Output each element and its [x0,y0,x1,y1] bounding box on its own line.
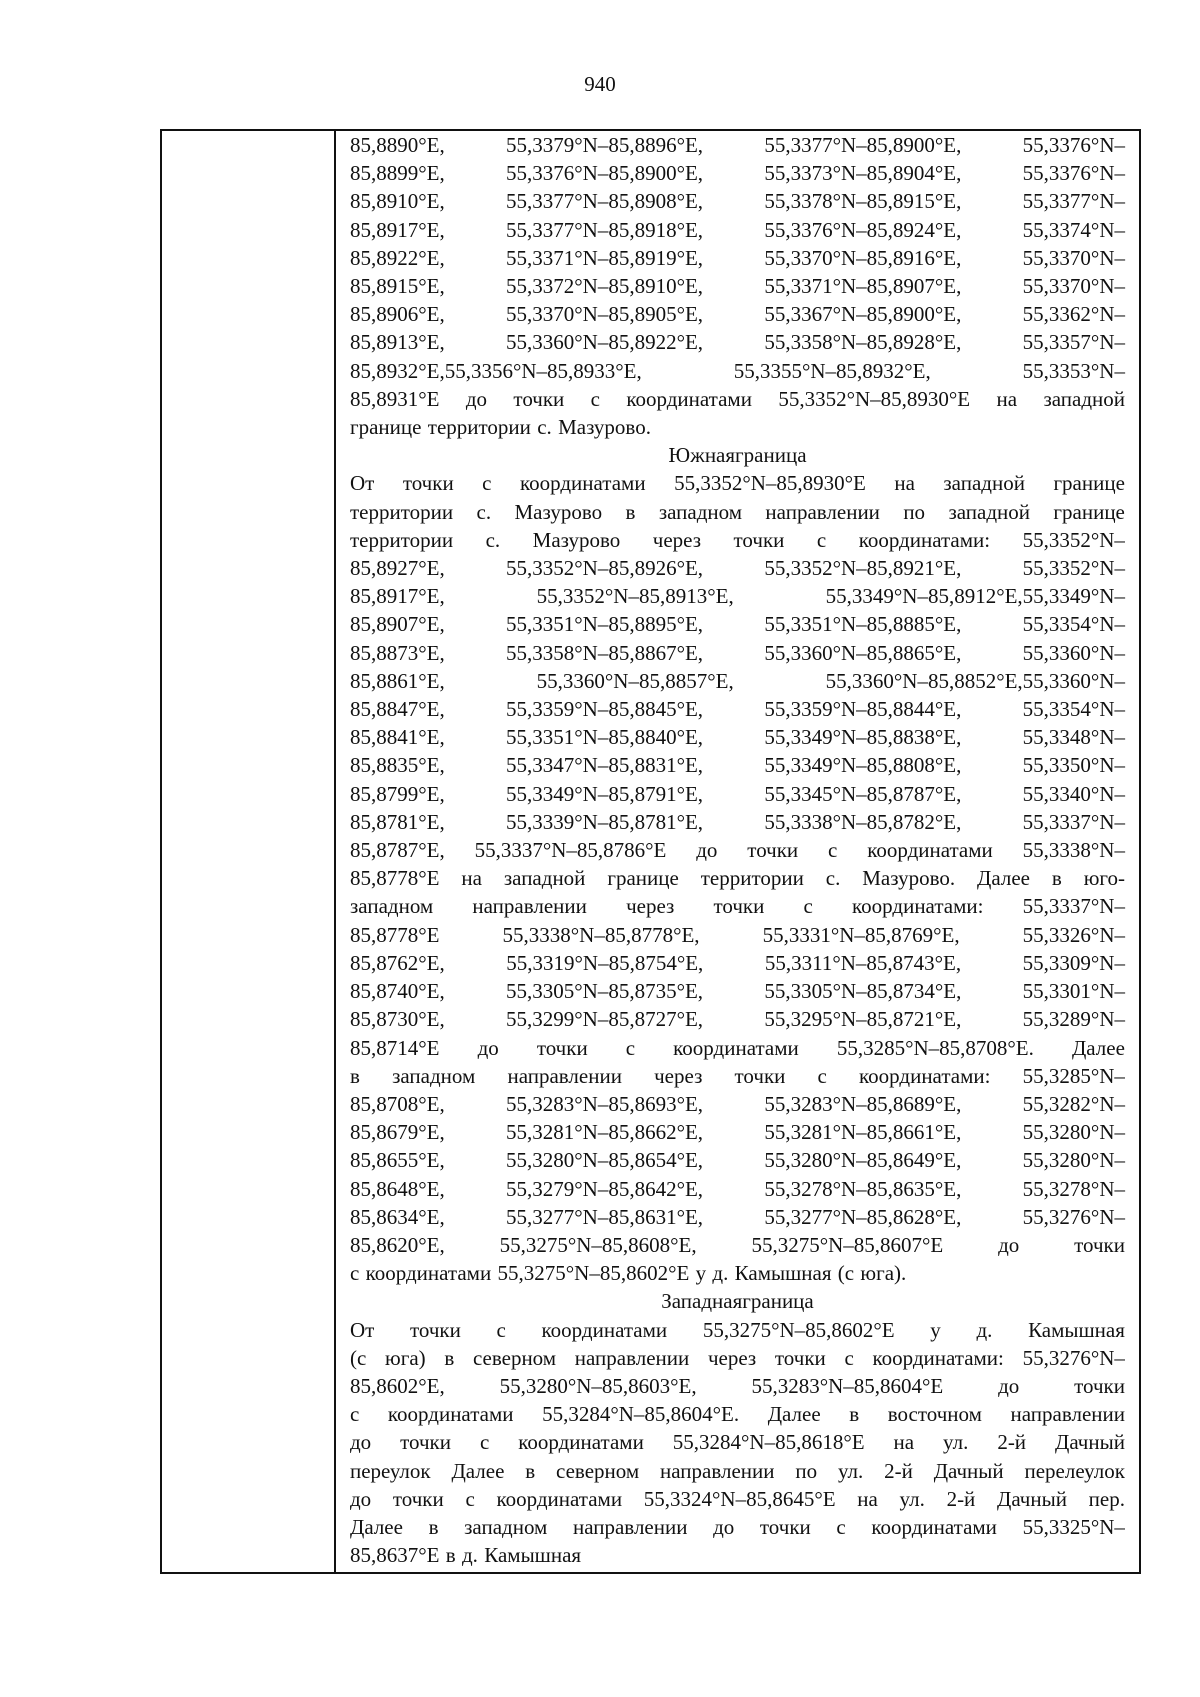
text-line: 85,8634°E, 55,3277°N–85,8631°E, 55,3277°N–85,8628°E, 55,3276°N– [350,1204,1125,1229]
text-line: 85,8679°E, 55,3281°N–85,8662°E, 55,3281°N–85,8661°E, 55,3280°N– [350,1120,1125,1145]
text-line: 85,8648°E, 55,3279°N–85,8642°E, 55,3278°N–85,8635°E, 55,3278°N– [350,1176,1125,1201]
text-line: 85,8708°E, 55,3283°N–85,8693°E, 55,3283°N–85,8689°E, 55,3282°N– [350,1091,1125,1116]
section-heading: Западная граница [661,1289,814,1314]
page-number: 940 [584,72,616,96]
text-line: 85,8799°E, 55,3349°N–85,8791°E, 55,3345°N–85,8787°E, 55,3340°N– [350,781,1125,806]
text-line: 85,8890°E, 55,3379°N–85,8896°E, 55,3377°N–85,8900°E, 55,3376°N– [350,133,1125,157]
text-line: 85,8730°E, 55,3299°N–85,8727°E, 55,3295°N–85,8721°E, 55,3289°N– [350,1007,1125,1032]
text-line: 85,8915°E, 55,3372°N–85,8910°E, 55,3371°N–85,8907°E, 55,3370°N– [350,274,1125,299]
text-line: с координатами 55,3284°N–85,8604°E. Далее в восточном направлении [350,1402,1125,1427]
text-line: в западном направлении через точки с координатами: 55,3285°N– [350,1063,1125,1088]
text-line: территории с. Мазурово в западном направлении по западной границе [350,499,1125,524]
text-line: 85,8899°E, 55,3376°N–85,8900°E, 55,3373°N–85,8904°E, 55,3376°N– [350,161,1125,186]
text-line: 85,8847°E, 55,3359°N–85,8845°E, 55,3359°N–85,8844°E, 55,3354°N– [350,697,1125,722]
text-line: 85,8917°E, 55,3377°N–85,8918°E, 55,3376°N–85,8924°E, 55,3374°N– [350,217,1125,242]
boundary-table [160,129,1141,1574]
table-left-cell [162,131,336,1572]
text-line: 85,8927°E, 55,3352°N–85,8926°E, 55,3352°N–85,8921°E, 55,3352°N– [350,556,1125,581]
text-line: 85,8907°E, 55,3351°N–85,8895°E, 55,3351°N–85,8885°E, 55,3354°N– [350,612,1125,637]
section-heading: Южная граница [668,443,807,468]
text-line: западном направлении через точки с координатами: 55,3337°N– [350,894,1125,919]
text-line: 85,8841°E, 55,3351°N–85,8840°E, 55,3349°N–85,8838°E, 55,3348°N– [350,725,1125,750]
text-line: 85,8778°E на западной границе территории с. Мазурово. Далее в юго- [350,866,1125,891]
text-line: 85,8873°E, 55,3358°N–85,8867°E, 55,3360°N–85,8865°E, 55,3360°N– [350,640,1125,665]
text-line: с координатами 55,3275°N–85,8602°E у д. Камышная (с юга). [350,1261,907,1286]
text-line: 85,8602°E, 55,3280°N–85,8603°E, 55,3283°N–85,8604°E до точки [350,1373,1125,1398]
boundary-description-cell [336,131,1139,1572]
text-line: 85,8932°E,55,3356°N–85,8933°E, 55,3355°N–85,8932°E, 55,3353°N– [350,358,1125,383]
text-line: 85,8913°E, 55,3360°N–85,8922°E, 55,3358°N–85,8928°E, 55,3357°N– [350,330,1125,355]
text-line: 85,8637°E в д. Камышная [350,1543,582,1568]
text-line: переулок Далее в северном направлении по ул. 2-й Дачный перелеулок [350,1458,1125,1483]
text-line: до точки с координатами 55,3324°N–85,8645°E на ул. 2-й Дачный пер. [350,1486,1125,1511]
text-line: территории с. Мазурово через точки с координатами: 55,3352°N– [350,527,1125,552]
text-line: От точки с координатами 55,3352°N–85,8930°E на западной границе [350,471,1125,496]
text-line: до точки с координатами 55,3284°N–85,8618°E на ул. 2-й Дачный [350,1430,1125,1455]
text-line: 85,8910°E, 55,3377°N–85,8908°E, 55,3378°N–85,8915°E, 55,3377°N– [350,189,1125,214]
text-line: 85,8740°E, 55,3305°N–85,8735°E, 55,3305°N–85,8734°E, 55,3301°N– [350,979,1125,1004]
text-line: 85,8861°E, 55,3360°N–85,8857°E, 55,3360°N–85,8852°E,55,3360°N– [350,668,1125,693]
text-line: 85,8787°E, 55,3337°N–85,8786°E до точки с координатами 55,3338°N– [350,838,1125,863]
text-line: 85,8781°E, 55,3339°N–85,8781°E, 55,3338°N–85,8782°E, 55,3337°N– [350,809,1125,834]
text-line: (с юга) в северном направлении через точки с координатами: 55,3276°N– [350,1345,1125,1370]
text-line: От точки с координатами 55,3275°N–85,8602°E у д. Камышная [350,1317,1125,1342]
text-line: 85,8655°E, 55,3280°N–85,8654°E, 55,3280°N–85,8649°E, 55,3280°N– [350,1148,1125,1173]
text-line: 85,8835°E, 55,3347°N–85,8831°E, 55,3349°N–85,8808°E, 55,3350°N– [350,753,1125,778]
text-line: 85,8931°E до точки с координатами 55,3352°N–85,8930°E на западной [350,386,1125,411]
text-line: 85,8620°E, 55,3275°N–85,8608°E, 55,3275°N–85,8607°E до точки [350,1232,1125,1257]
text-line: Далее в западном направлении до точки с координатами 55,3325°N– [350,1514,1125,1539]
text-line: 85,8917°E, 55,3352°N–85,8913°E, 55,3349°N–85,8912°E,55,3349°N– [350,584,1125,609]
text-line: границе территории с. Мазурово. [350,415,651,440]
text-line: 85,8906°E, 55,3370°N–85,8905°E, 55,3367°N–85,8900°E, 55,3362°N– [350,302,1125,327]
text-line: 85,8778°E 55,3338°N–85,8778°E, 55,3331°N–85,8769°E, 55,3326°N– [350,922,1125,947]
text-line: 85,8714°E до точки с координатами 55,3285°N–85,8708°E. Далее [350,1035,1125,1060]
text-line: 85,8922°E, 55,3371°N–85,8919°E, 55,3370°N–85,8916°E, 55,3370°N– [350,245,1125,270]
text-line: 85,8762°E, 55,3319°N–85,8754°E, 55,3311°N–85,8743°E, 55,3309°N– [350,950,1125,975]
